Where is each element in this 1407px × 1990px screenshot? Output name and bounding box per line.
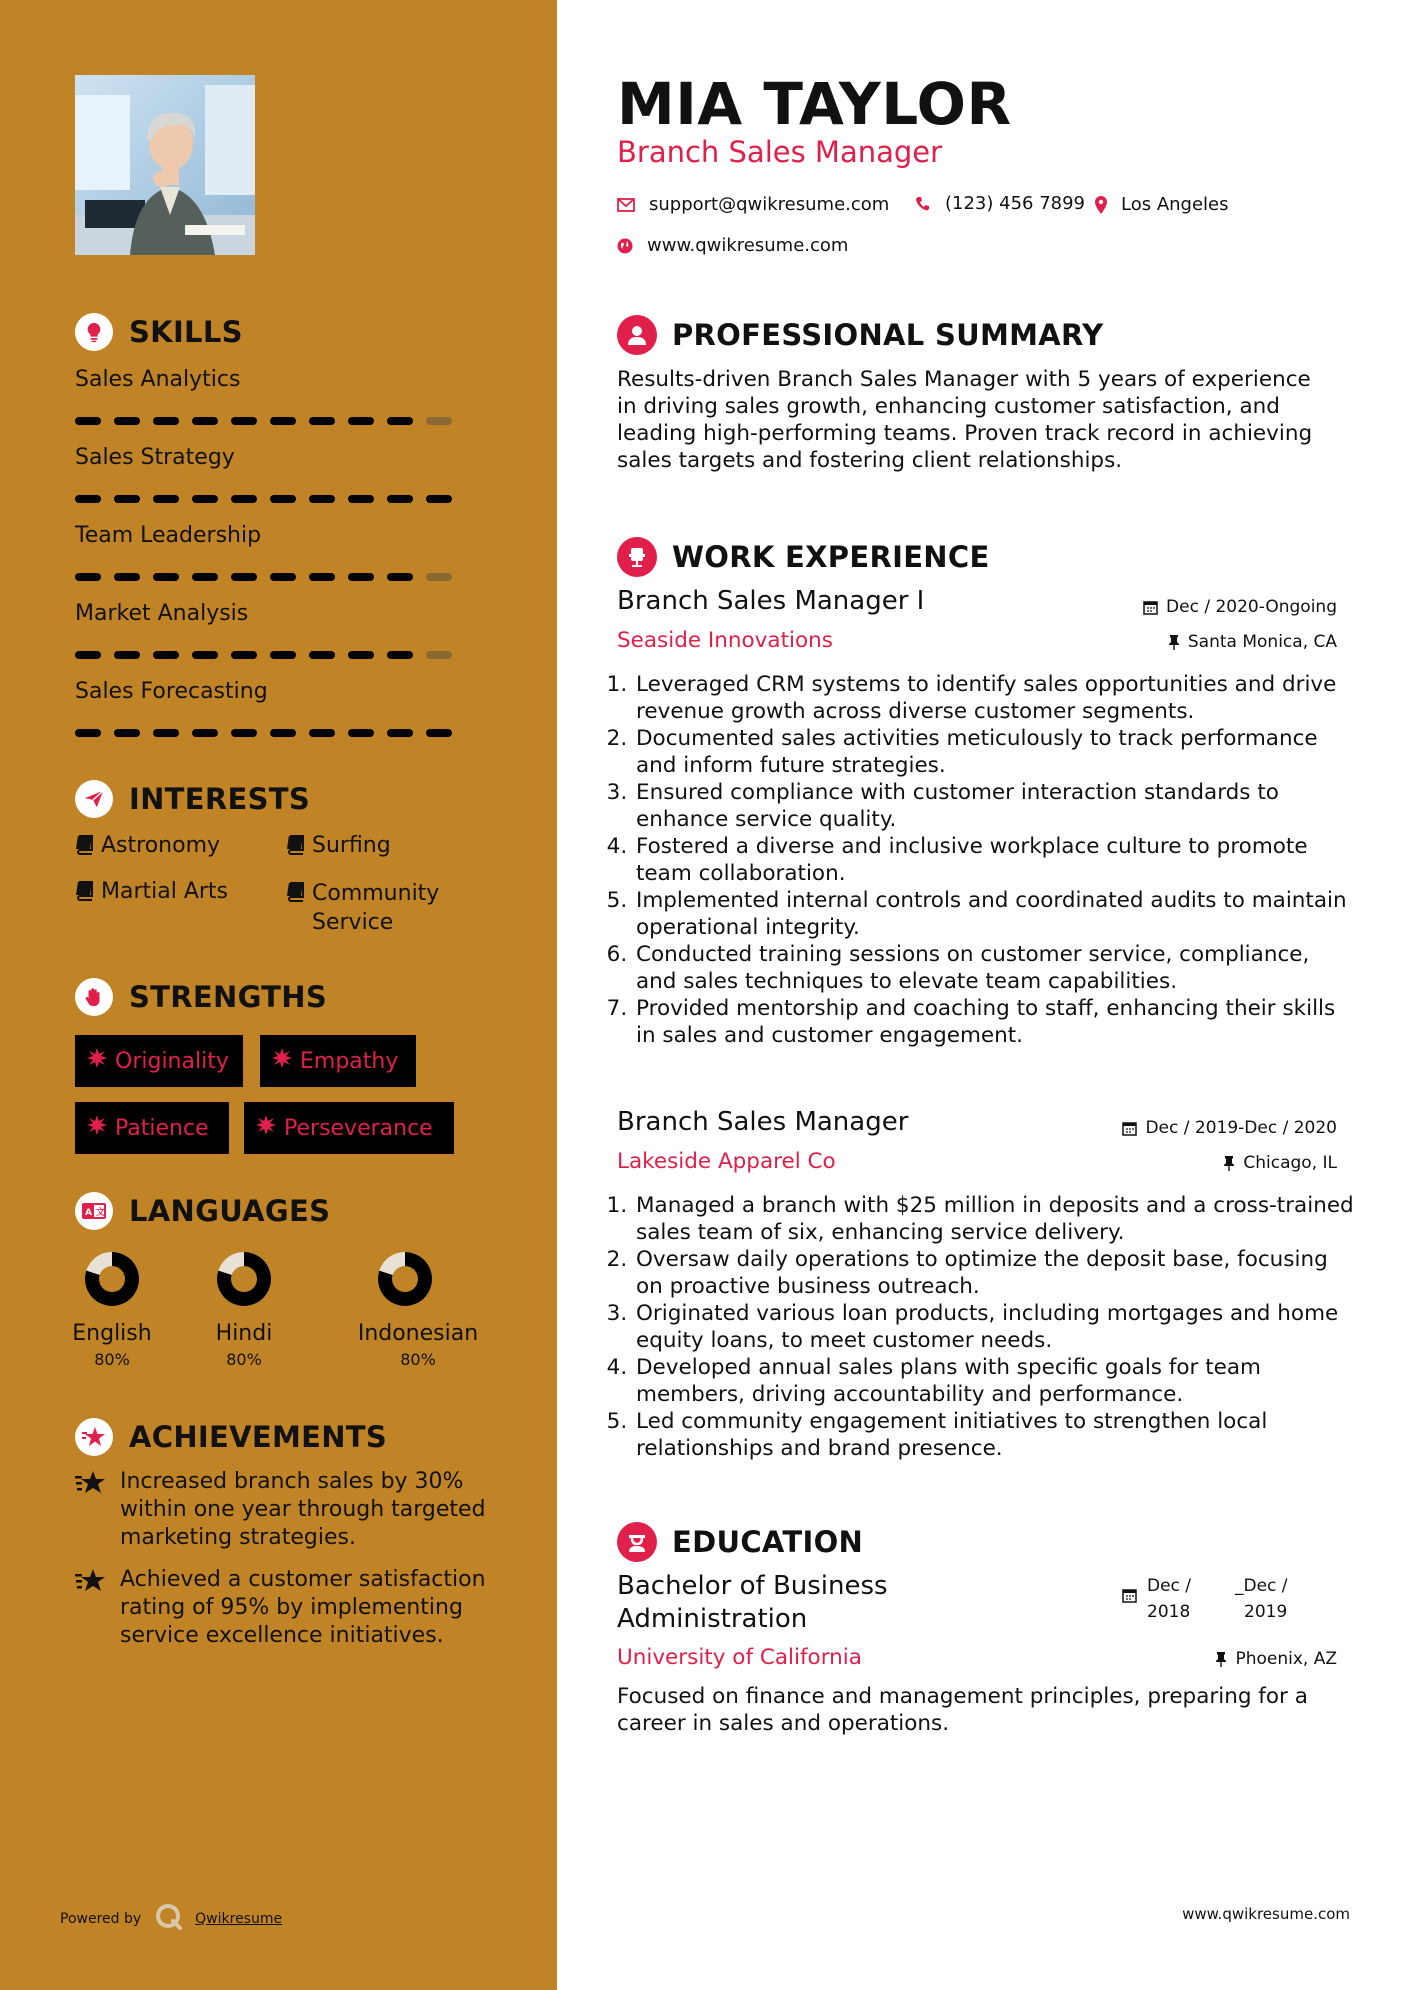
candidate-name: MIA TAYLOR [617,70,1012,138]
interests-title: INTERESTS [129,782,311,816]
contact-website[interactable] [617,235,848,256]
language-item [174,1247,314,1369]
user-icon [617,315,657,355]
skill-segment [75,651,101,659]
end-month: _Dec / [1235,1576,1288,1596]
footer-url[interactable]: www.qwikresume.com [1182,1905,1350,1923]
language-item [348,1247,488,1369]
achievement-item [75,1468,515,1552]
interest-item [286,879,466,937]
interest-label: Martial Arts [101,879,229,904]
skill-segment [309,729,335,737]
main-content [557,0,1407,1990]
strength-label: Patience [115,1115,209,1141]
skill-segment [309,417,335,425]
calendar-icon [1143,600,1158,615]
graduation-icon [617,1522,657,1562]
pushpin-icon [1215,1651,1227,1667]
skill-segment [75,729,101,737]
burst-icon [272,1048,292,1074]
company-name: Lakeside Apparel Co [617,1149,836,1174]
skill-segment [192,495,218,503]
book-icon [75,881,101,907]
responsibility-item: 2. Oversaw daily operations to optimize the deposit base, focusing on proactive business outreach. [634,1246,1354,1300]
contact-location [1095,194,1229,215]
job-dates [1122,1118,1337,1138]
contact-email[interactable] [617,194,889,215]
skill-label: Team Leadership [75,523,262,548]
map-pin-icon [1095,196,1107,214]
skill-label: Sales Analytics [75,367,241,392]
skill-level-bar [75,651,452,659]
burst-icon [87,1048,107,1074]
language-percent: 80% [226,1350,262,1369]
book-icon [286,835,312,861]
skill-segment [153,573,179,581]
star-icon [75,1566,120,1650]
responsibility-item: 4. Developed annual sales plans with specific goals for team members, driving accountability and performance. [634,1354,1354,1408]
skill-segment [114,495,140,503]
interest-label: Community Service [312,881,440,935]
language-name: Hindi [215,1321,273,1346]
skill-segment [153,651,179,659]
education-location-text: Phoenix, AZ [1235,1649,1337,1669]
summary-heading [617,315,1103,355]
job-location-text: Santa Monica, CA [1187,632,1337,652]
job-dates-text: Dec / 2019-Dec / 2020 [1145,1118,1337,1138]
star-icon [75,1468,120,1552]
profile-photo [75,75,255,255]
powered-by [60,1903,282,1935]
skill-segment [309,573,335,581]
skill-segment [348,651,374,659]
strength-tag [75,1035,243,1087]
skill-segment [348,417,374,425]
responsibility-item: 5. Led community engagement initiatives to strengthen local relationships and brand presence. [634,1408,1354,1462]
svg-text:A: A [85,1208,92,1218]
skill-segment [192,573,218,581]
job-responsibilities [614,1192,1354,1462]
skill-segment [231,495,257,503]
email-text: support@qwikresume.com [649,194,890,215]
skill-segment [192,729,218,737]
responsibility-item: 6. Conducted training sessions on customer service, compliance, and sales techniques to elevate team capabilities. [634,941,1354,995]
skill-segment [114,417,140,425]
company-name: Seaside Innovations [617,628,833,653]
skill-segment [192,417,218,425]
work-heading [617,537,990,577]
interest-item [75,833,220,861]
skill-level-bar [75,495,452,503]
skill-segment [270,573,296,581]
pushpin-icon [1223,1155,1235,1171]
language-name: Indonesian [357,1321,479,1346]
book-icon [75,835,101,861]
skill-segment [426,651,452,659]
language-percent: 80% [400,1350,436,1369]
skills-title: SKILLS [129,315,243,349]
strength-tag [260,1035,416,1087]
skill-segment [231,573,257,581]
skill-level-bar [75,573,452,581]
summary-title: PROFESSIONAL SUMMARY [672,318,1104,352]
skill-segment [231,651,257,659]
website-text: www.qwikresume.com [647,235,849,256]
powered-by-label: Powered by [60,1911,142,1927]
skill-segment [75,495,101,503]
education-start [1147,1573,1235,1625]
job-title: Branch Sales Manager I [617,586,925,616]
work-title: WORK EXPERIENCE [672,540,990,574]
skill-level-bar [75,729,452,737]
achievement-item [75,1566,515,1650]
skill-segment [192,651,218,659]
phone-text: (123) 456 7899 [945,193,1086,214]
skill-segment [387,729,413,737]
skill-segment [114,651,140,659]
strength-tag [75,1102,229,1154]
languages-heading [75,1192,330,1230]
skill-segment [75,573,101,581]
skill-segment [309,495,335,503]
skill-segment [153,729,179,737]
skill-segment [348,729,374,737]
education-dates [1122,1573,1288,1625]
interest-label: Astronomy [101,833,221,858]
translate-icon [75,1192,113,1230]
strengths-title: STRENGTHS [129,980,328,1014]
contact-phone[interactable] [915,193,1085,214]
language-name: English [72,1321,152,1346]
interest-label: Surfing [312,833,391,858]
skill-segment [270,729,296,737]
svg-text:文: 文 [96,1208,106,1218]
skill-segment [426,417,452,425]
skill-segment [426,573,452,581]
responsibility-item: 3. Originated various loan products, including mortgages and home equity loans, to meet customer needs. [634,1300,1354,1354]
start-month: Dec / [1147,1576,1192,1596]
location-text: Los Angeles [1121,194,1229,215]
job-dates-text: Dec / 2020-Ongoing [1166,597,1337,617]
skill-segment [387,651,413,659]
responsibility-item: 1. Leveraged CRM systems to identify sales opportunities and drive revenue growth across diverse customer segments. [634,671,1354,725]
book-icon [286,881,312,910]
achievement-text: Achieved a customer satisfaction rating of 95% by implementing service excellence initiatives. [120,1567,486,1648]
mail-icon [617,198,635,212]
achievement-text: Increased branch sales by 30% within one year through targeted marketing strategies. [120,1469,486,1550]
paper-plane-icon [75,780,113,818]
achievements-heading [75,1418,387,1456]
skill-segment [387,495,413,503]
end-year: 2019 [1244,1602,1288,1622]
language-level-ring [212,1247,276,1311]
language-level-ring [80,1247,144,1311]
skill-segment [348,495,374,503]
skill-segment [426,729,452,737]
education-description: Focused on finance and management principles, preparing for a career in sales and operations. [617,1684,1308,1736]
skill-segment [270,495,296,503]
skills-heading [75,313,243,351]
interest-item [286,833,391,861]
skill-segment [387,417,413,425]
responsibility-item: 4. Fostered a diverse and inclusive workplace culture to promote team collaboration. [634,833,1354,887]
education-location [1215,1649,1337,1669]
strength-label: Perseverance [284,1115,433,1141]
skill-segment [309,651,335,659]
education-title: EDUCATION [672,1525,864,1559]
responsibility-item: 3. Ensured compliance with customer interaction standards to enhance service quality. [634,779,1354,833]
qwikresume-link[interactable]: Qwikresume [195,1911,283,1927]
achievements-title: ACHIEVEMENTS [129,1420,388,1454]
skill-segment [153,495,179,503]
strengths-heading [75,978,327,1016]
pushpin-icon [1168,634,1180,650]
burst-icon [256,1115,276,1141]
star-badge-icon [75,1418,113,1456]
skill-label: Market Analysis [75,601,249,626]
interest-item [75,879,228,907]
responsibility-item: 5. Implemented internal controls and coordinated audits to maintain operational integrity. [634,887,1354,941]
skill-segment [231,729,257,737]
languages-title: LANGUAGES [129,1194,331,1228]
skill-segment [153,417,179,425]
interests-heading [75,780,310,818]
job-location [1168,632,1337,652]
skill-level-bar [75,417,452,425]
candidate-role: Branch Sales Manager [617,135,943,169]
hand-icon [75,978,113,1016]
bulb-icon [75,313,113,351]
skill-segment [426,495,452,503]
summary-text: Results-driven Branch Sales Manager with 5 years of experience in driving sales growth, enhancing customer satisfaction, and leading high-performing teams. Proven track record in achieving sales targets and fostering client relationships. [617,367,1313,473]
burst-icon [87,1115,107,1141]
skill-segment [114,729,140,737]
sidebar [0,0,557,1990]
education-end [1235,1573,1288,1625]
language-item [42,1247,182,1369]
strength-tag [244,1102,454,1154]
skill-segment [387,573,413,581]
skill-segment [114,573,140,581]
job-location [1223,1153,1337,1173]
skill-label: Sales Strategy [75,445,235,470]
calendar-icon [1122,1121,1137,1136]
strength-label: Originality [115,1048,229,1074]
skill-segment [270,417,296,425]
skill-segment [348,573,374,581]
language-percent: 80% [94,1350,130,1369]
language-level-ring [373,1247,437,1311]
responsibility-item: 1. Managed a branch with $25 million in deposits and a cross-trained sales team of six, enhancing service delivery. [634,1192,1354,1246]
job-location-text: Chicago, IL [1243,1153,1337,1173]
briefcase-icon [617,537,657,577]
qwikresume-logo-icon [155,1903,183,1935]
skill-label: Sales Forecasting [75,679,268,704]
strength-label: Empathy [300,1048,399,1074]
calendar-icon [1122,1573,1137,1625]
job-responsibilities [614,671,1354,1049]
job-title: Branch Sales Manager [617,1107,909,1137]
skill-segment [75,417,101,425]
skill-segment [231,417,257,425]
skill-segment [270,651,296,659]
education-heading [617,1522,863,1562]
globe-icon [617,238,633,254]
responsibility-item: 7. Provided mentorship and coaching to staff, enhancing their skills in sales and customer engagement. [634,995,1354,1049]
school-name: University of California [617,1645,862,1670]
start-year: 2018 [1147,1602,1191,1622]
degree-title: Bachelor of Business Administration [617,1571,888,1634]
job-dates [1143,597,1337,617]
phone-icon [915,196,931,212]
responsibility-item: 2. Documented sales activities meticulously to track performance and inform future strategies. [634,725,1354,779]
